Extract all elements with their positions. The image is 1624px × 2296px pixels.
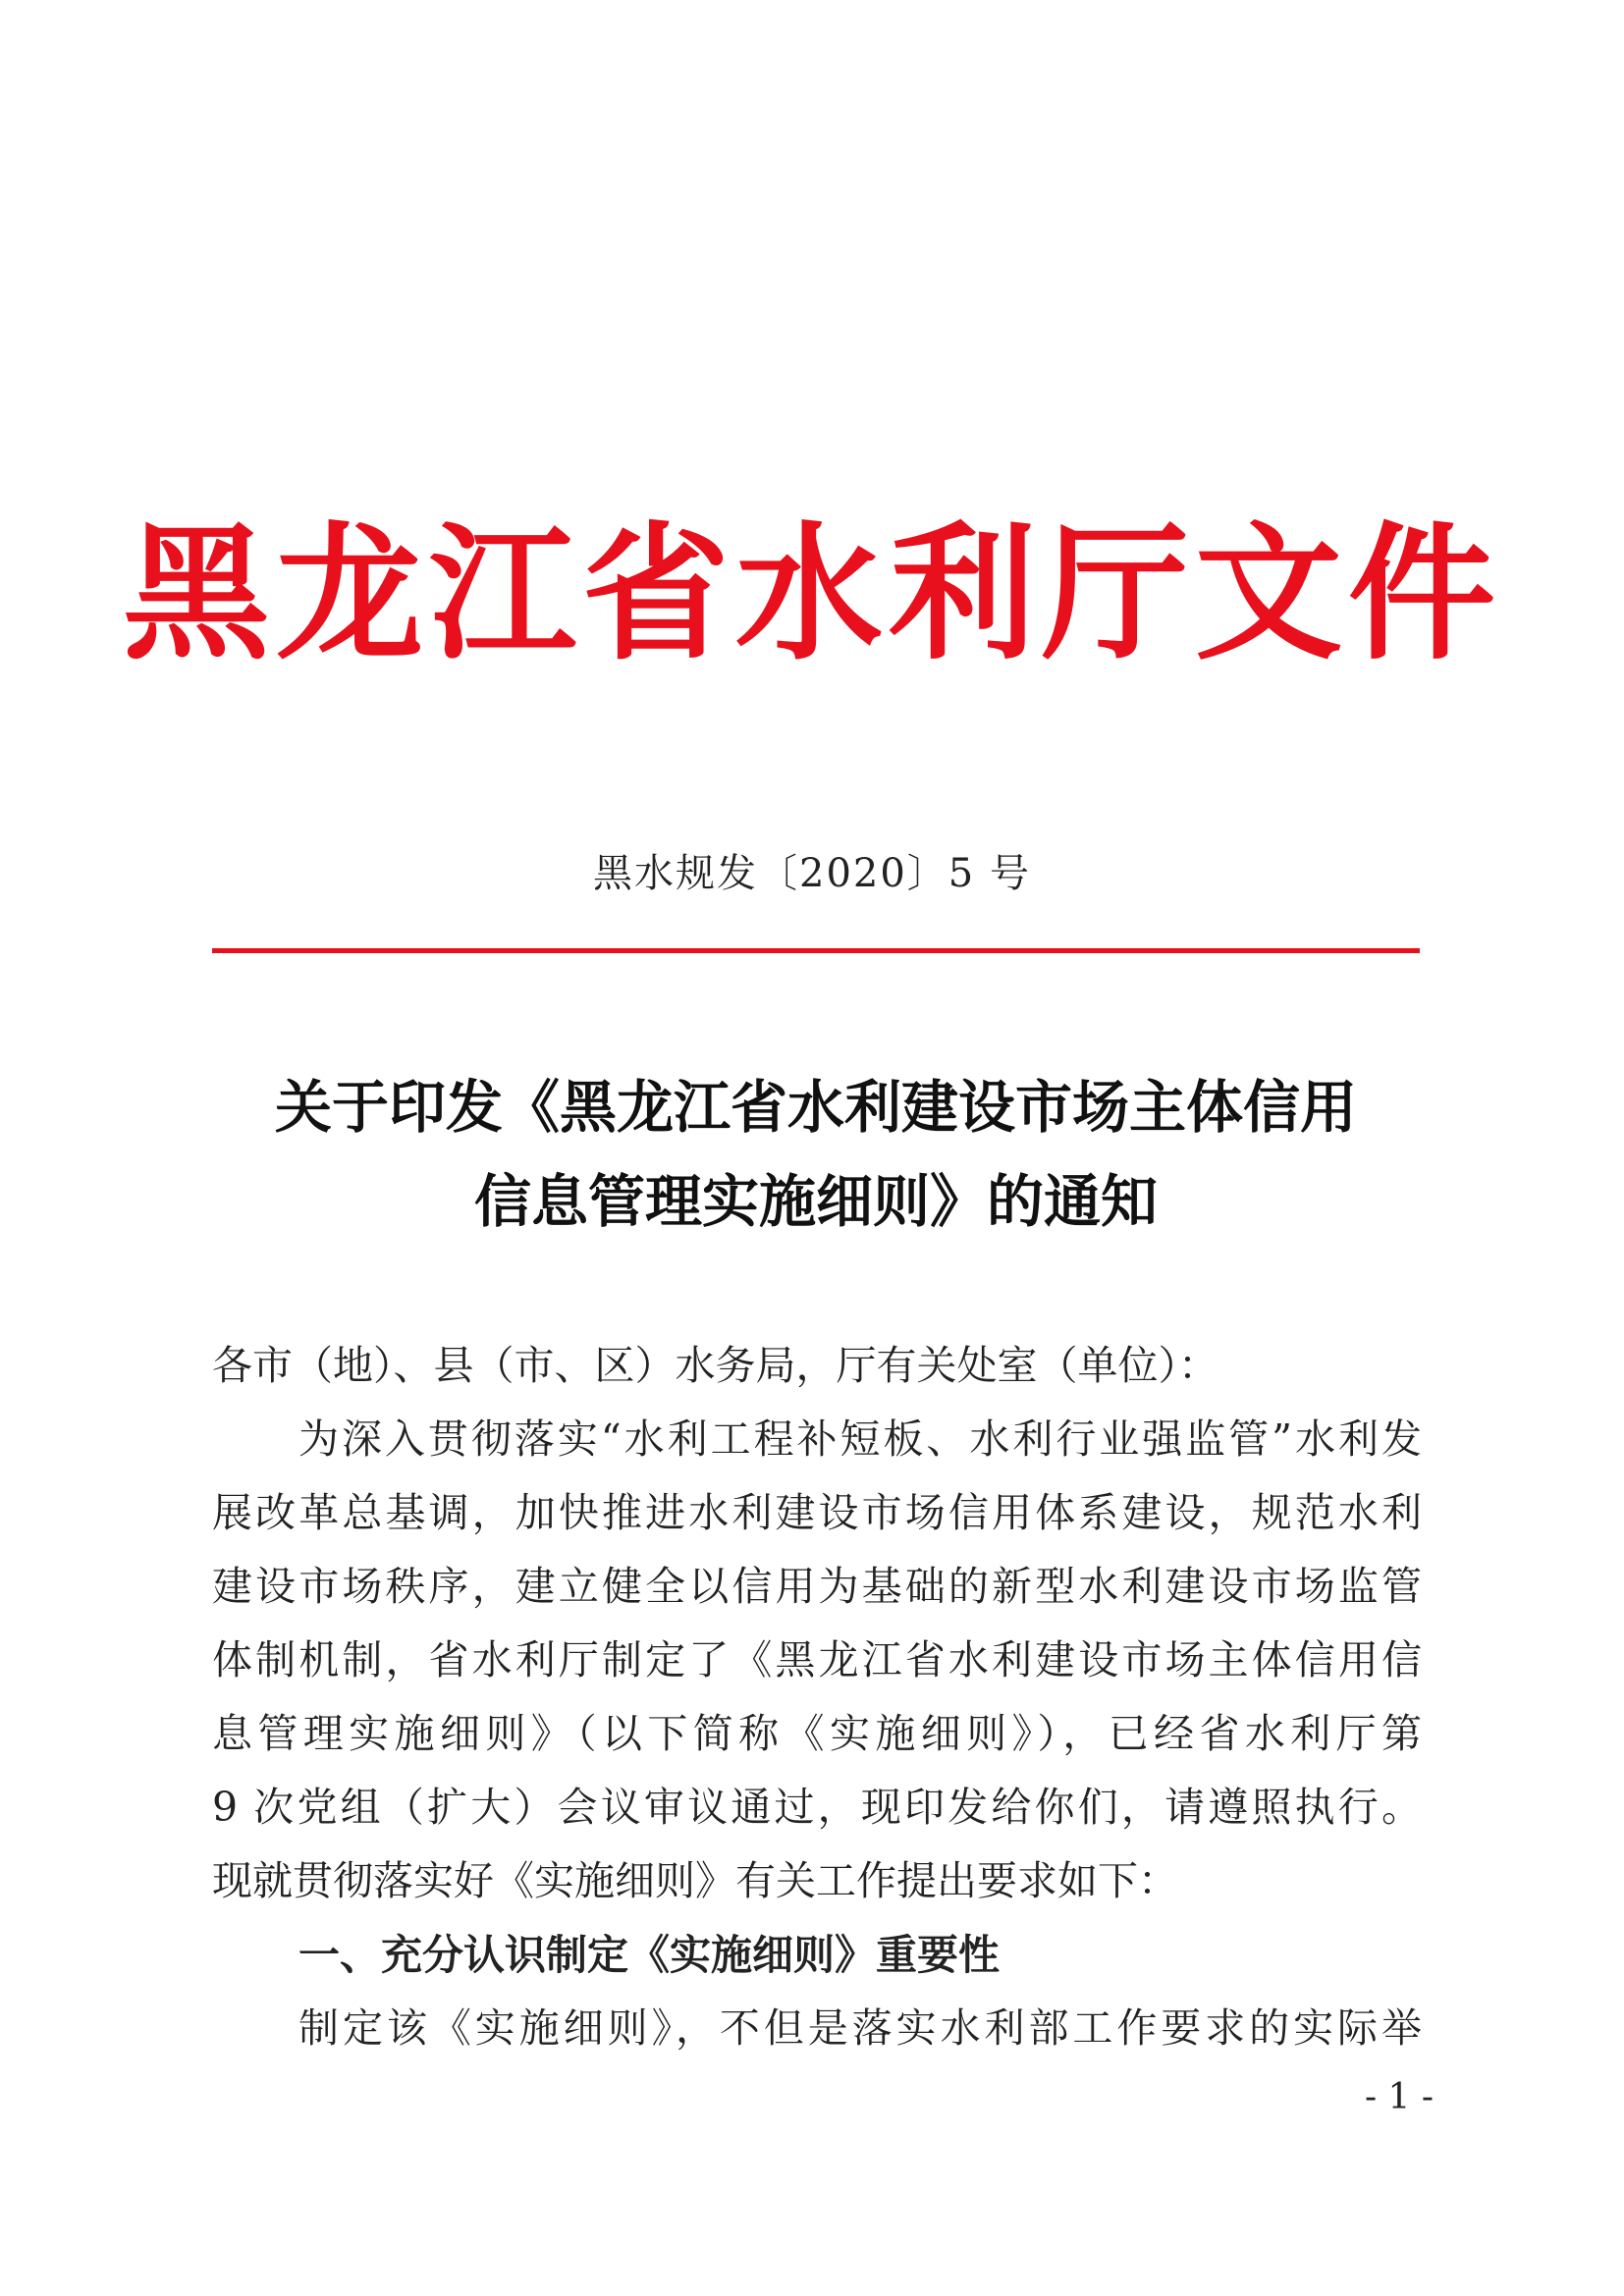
paragraph-line: 为深入贯彻落实“水利工程补短板、水利行业强监管”水利发 <box>298 1415 1422 1463</box>
paragraph-line: 9 次党组（扩大）会议审议通过，现印发给你们，请遵照执行。 <box>212 1784 1422 1831</box>
document-masthead: 黑龙江省水利厅文件 <box>122 507 1501 680</box>
red-separator-line <box>212 948 1420 953</box>
paragraph-line: 现就贯彻落实好《实施细则》有关工作提出要求如下： <box>212 1857 1178 1904</box>
title-line-1: 关于印发《黑龙江省水利建设市场主体信用 <box>274 1074 1357 1141</box>
paragraph-line: 建设市场秩序，建立健全以信用为基础的新型水利建设市场监管 <box>212 1563 1422 1610</box>
document-number: 黑水规发〔2020〕5 号 <box>593 851 1031 896</box>
paragraph-line: 展改革总基调，加快推进水利建设市场信用体系建设，规范水利 <box>212 1489 1422 1536</box>
document-title <box>212 1060 1420 1249</box>
paragraph-line: 制定该《实施细则》，不但是落实水利部工作要求的实际举 <box>298 2004 1422 2052</box>
page-number: - 1 - <box>1364 2077 1435 2117</box>
paragraph-line: 体制机制，省水利厅制定了《黑龙江省水利建设市场主体信用信 <box>212 1636 1422 1683</box>
paragraph-line: 息管理实施细则》（以下简称《实施细则》），已经省水利厅第 <box>212 1710 1422 1757</box>
section-heading: 一、充分认识制定《实施细则》重要性 <box>298 1931 1001 1979</box>
title-line-2: 信息管理实施细则》的通知 <box>473 1168 1158 1235</box>
document-body <box>212 1329 1422 2065</box>
addressee-line: 各市（地）、县（市、区）水务局，厅有关处室（单位）： <box>212 1342 1218 1389</box>
